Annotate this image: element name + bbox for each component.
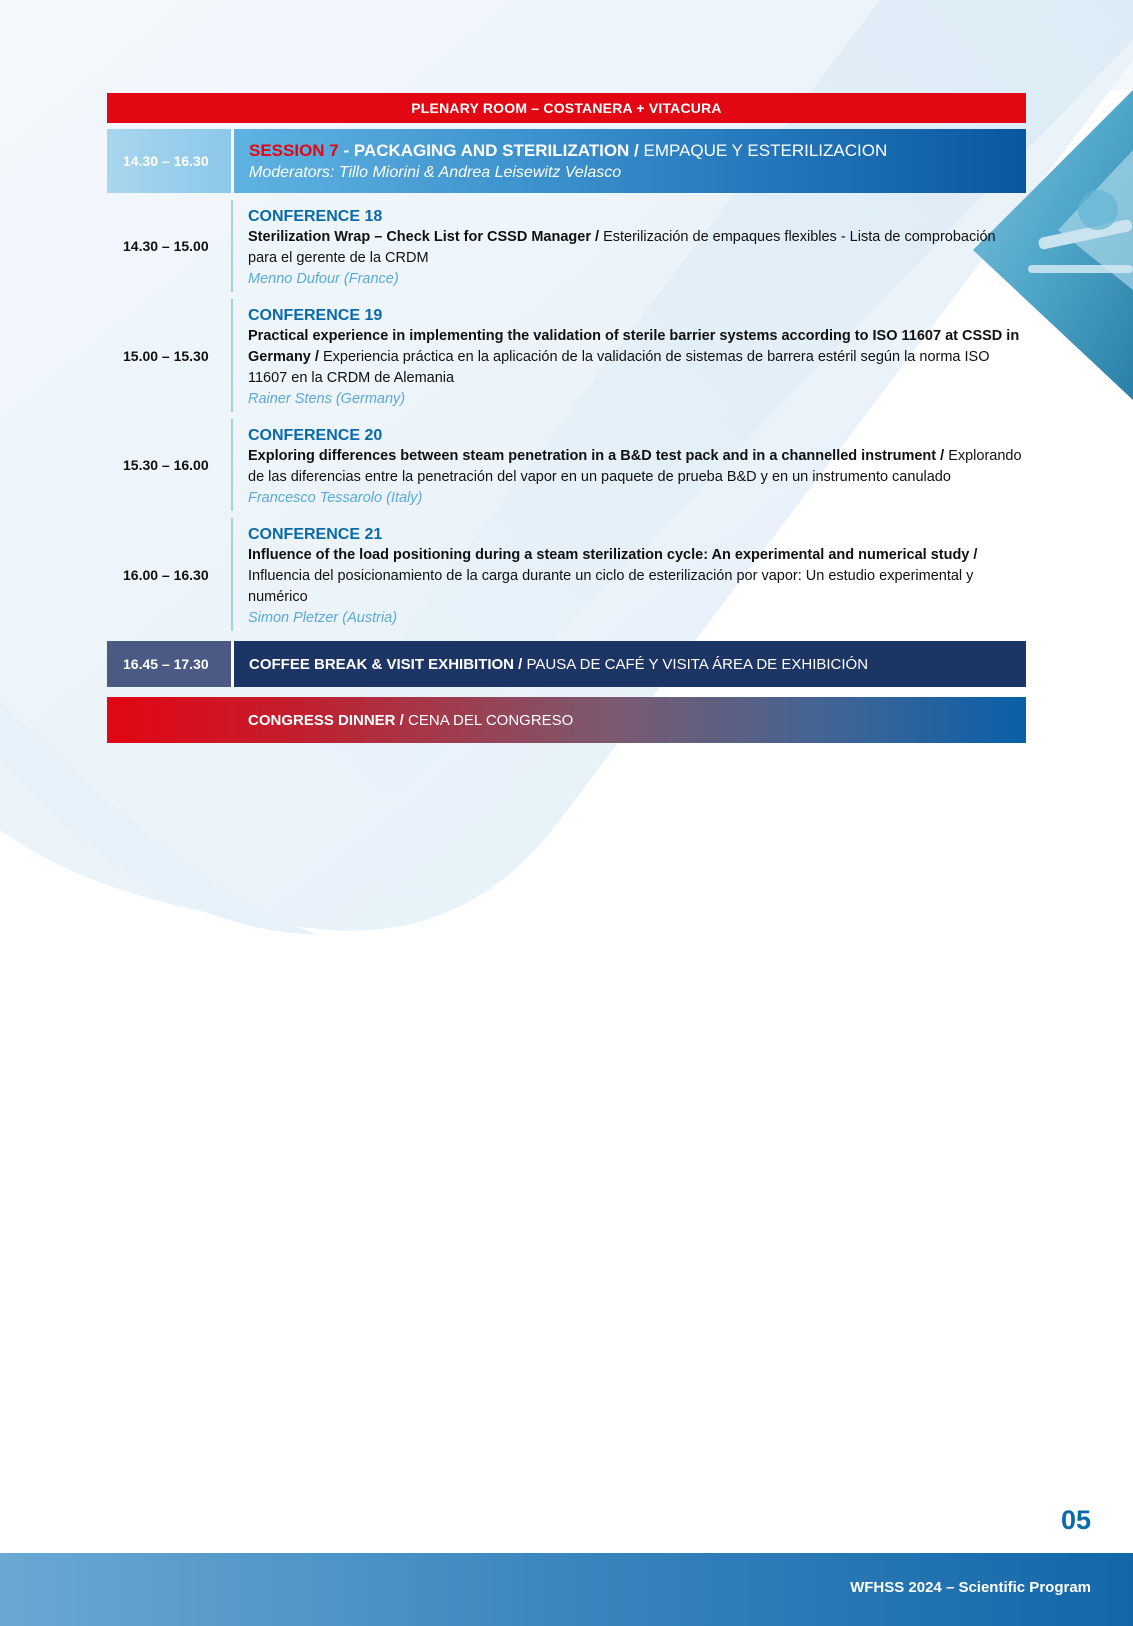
room-header: PLENARY ROOM – COSTANERA + VITACURA	[107, 93, 1026, 123]
congress-dinner-row	[107, 697, 1026, 743]
conference-text-en: Exploring differences between steam penetration in a B&D test pack and in a channelled instrument /	[248, 448, 949, 464]
conference-author: Francesco Tessarolo (Italy)	[248, 490, 423, 506]
coffee-text-es: PAUSA DE CAFÉ Y VISITA ÁREA DE EXHIBICIÓN	[526, 655, 869, 673]
conference-text	[248, 545, 1026, 608]
session-row	[107, 129, 1026, 193]
footer-bar	[0, 1553, 1133, 1626]
footer-title: WFHSS 2024 – Scientific Program	[850, 1579, 1091, 1596]
session-title-es: EMPAQUE Y ESTERILIZACION	[643, 140, 888, 160]
coffee-time: 16.45 – 17.30	[107, 641, 231, 687]
conference-title: CONFERENCE 18	[248, 208, 383, 225]
conference-time: 15.30 – 16.00	[123, 457, 209, 473]
conference-info	[233, 299, 1026, 412]
conference-info	[233, 200, 1026, 292]
conference-text-en: Practical experience in implementing the validation of sterile barrier systems according to ISO 11607 at CSSD in Germany /	[248, 328, 1020, 365]
conference-title: CONFERENCE 19	[248, 307, 383, 324]
conference-info	[233, 419, 1026, 511]
dinner-text-es: CENA DEL CONGRESO	[408, 711, 574, 729]
conference-row	[107, 419, 1026, 511]
dinner-text-en: CONGRESS DINNER /	[248, 711, 404, 729]
conference-text-es: Experiencia práctica en la aplicación de la validación de sistemas de barrera estéril según la norma ISO 11607 en la CRDM de Alemania	[248, 349, 990, 386]
conference-title: CONFERENCE 20	[248, 427, 383, 444]
coffee-break-row	[107, 641, 1026, 687]
session-title	[249, 140, 1026, 162]
conference-row	[107, 518, 1026, 631]
session-moderators: Moderators: Tillo Miorini & Andrea Leisewitz Velasco	[249, 163, 622, 181]
conference-author: Simon Pletzer (Austria)	[248, 610, 398, 626]
conference-time: 14.30 – 15.00	[123, 238, 209, 254]
coffee-info	[234, 641, 1026, 687]
conference-text-es: Influencia del posicionamiento de la carga durante un ciclo de esterilización por vapor: Un estudio experimental y numérico	[248, 568, 974, 605]
conference-info	[233, 518, 1026, 631]
session-title-en: - PACKAGING AND STERILIZATION /	[338, 140, 644, 160]
conference-text	[248, 326, 1026, 389]
conference-time: 16.00 – 16.30	[123, 566, 209, 583]
coffee-text-en: COFFEE BREAK & VISIT EXHIBITION /	[249, 655, 523, 673]
page-number: 05	[1060, 1505, 1091, 1535]
conference-text	[248, 227, 1026, 269]
session-info	[234, 129, 1026, 193]
conference-row	[107, 299, 1026, 412]
conference-time: 15.00 – 15.30	[123, 347, 209, 364]
conference-text-en: Influence of the load positioning during a steam sterilization cycle: An experimental and numerical study /	[248, 547, 978, 563]
session-number: SESSION 7	[249, 140, 339, 160]
session-time: 14.30 – 16.30	[107, 129, 231, 193]
conference-text-en: Sterilization Wrap – Check List for CSSD Manager /	[248, 229, 604, 245]
conference-title: CONFERENCE 21	[248, 526, 383, 543]
program-content	[107, 93, 1026, 743]
conference-text-es: Esterilización de empaques flexibles - Lista de comprobación para el gerente de la CRDM	[248, 229, 996, 266]
conference-author: Menno Dufour (France)	[248, 271, 399, 287]
conference-text-es: Explorando de las diferencias entre la penetración del vapor en un paquete de prueba B&D y en un instrumento canulado	[248, 448, 1022, 485]
conference-text	[248, 446, 1026, 488]
conference-author: Rainer Stens (Germany)	[248, 391, 406, 407]
conference-row	[107, 200, 1026, 292]
